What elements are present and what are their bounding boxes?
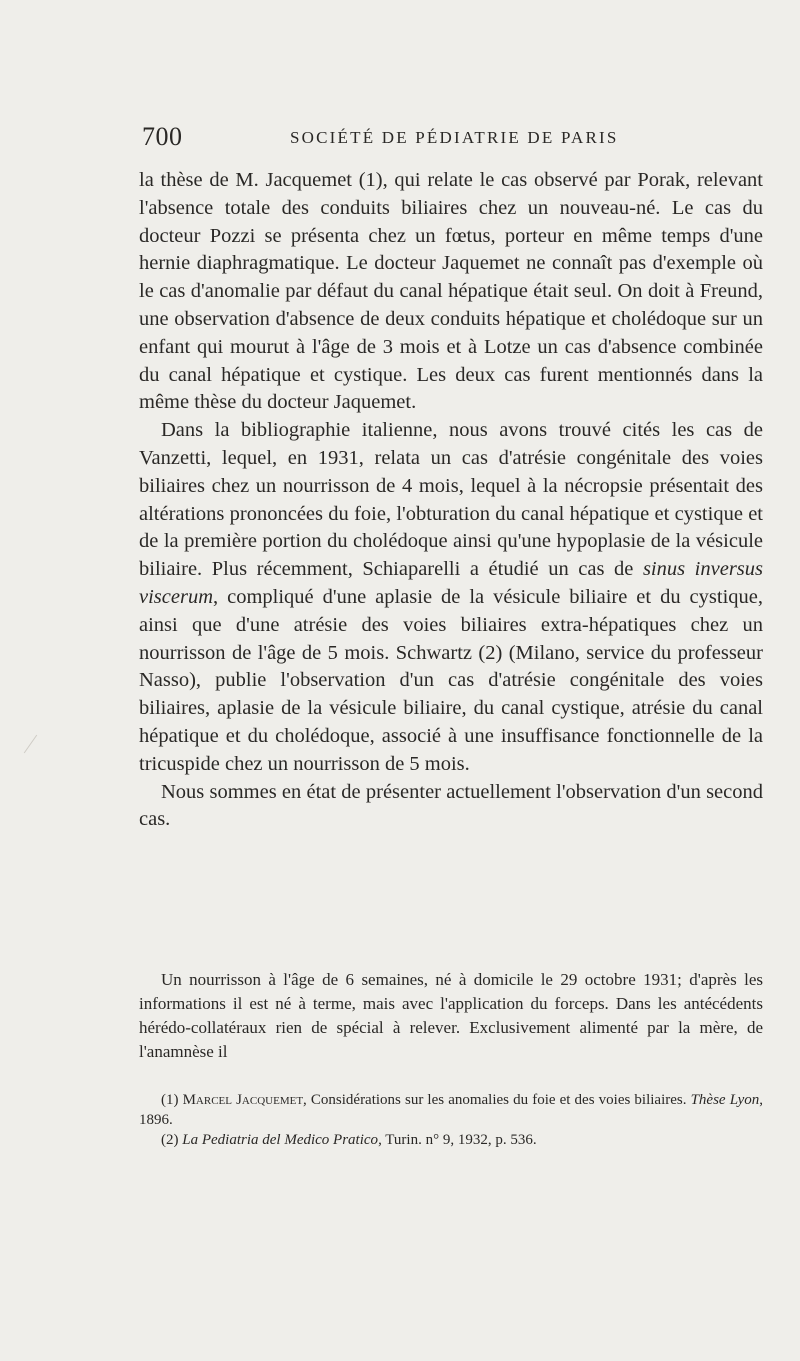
text-run: , 1896. xyxy=(139,1092,763,1128)
text-run: (2) xyxy=(161,1132,183,1148)
main-text xyxy=(139,167,763,834)
text-run: , Considérations sur les anomalies du foie et des voies biliaires. xyxy=(303,1092,691,1108)
footnotes xyxy=(139,1090,763,1150)
paragraph xyxy=(139,167,763,417)
text-run: , compliqué d'une aplasie de la vésicule biliaire et du cystique, ainsi que d'une atrésie des voies biliaires extra-hépatiques chez un nourrisson de l'âge de 5 mois. Schwartz (2) (Milano, service du professeur Nasso), publie l'observation d'un cas d'atrésie congénitale des voies biliaires, aplasie de la vésicule biliaire, du canal cystique, atrésie du canal hépatique et du cholédoque, associé à une insuffisance fonctionnelle de la tricuspide chez un nourrisson de 5 mois. xyxy=(139,585,763,775)
italic-run: sinus inversus viscerum xyxy=(139,558,764,608)
italic-run: La Pediatria del Medico Pratico xyxy=(182,1132,379,1148)
text-run: Dans la bibliographie italienne, nous avons trouvé cités les cas de Vanzetti, lequel, en 1931, relata un cas d'atrésie congénitale des voies biliaires chez un nourrisson de 4 mois, lequel à la nécropsie présentait des altérations prononcées du foie, l'obturation du canal hépatique et cystique et de la première portion du cholédoque ainsi qu'une hypoplasie de la vésicule biliaire. Plus récemment, Schiaparelli a étudié un cas de xyxy=(139,419,763,581)
scan-smudge xyxy=(24,735,37,754)
text-run: (1) xyxy=(161,1092,183,1108)
running-head: SOCIÉTÉ DE PÉDIATRIE DE PARIS xyxy=(290,128,619,147)
observation-text: Un nourrisson à l'âge de 6 semaines, né à domicile le 29 octobre 1931; d'après les informations il est né à terme, mais avec l'application du forceps. Dans les antécédents hérédo-collatéraux rien de spécial à relever. Exclusivement alimenté par la mère, de l'anamnèse il xyxy=(139,970,763,1061)
paragraph xyxy=(139,417,763,778)
text-run: Nous sommes en état de présenter actuellement l'observation d'un second cas. xyxy=(139,780,763,831)
footnote xyxy=(139,1130,763,1150)
paragraph xyxy=(139,779,763,835)
author-name: Marcel Jacquemet xyxy=(182,1092,304,1108)
italic-run: Thèse Lyon xyxy=(690,1092,760,1108)
page-header xyxy=(142,122,760,162)
text-run: la thèse de M. Jacquemet (1), qui relate le cas observé par Porak, relevant l'absence totale des conduits biliaires chez un nouveau-né. Le cas du docteur Pozzi se présenta chez un fœtus, porteur en même temps d'une hernie diaphragmatique. Le docteur Jaquemet ne connaît pas d'exemple où le cas d'anomalie par défaut du canal hépatique était seul. On doit à Freund, une observation d'absence de deux conduits hépatique et cholédoque sur un enfant qui mourut à l'âge de 3 mois et à Lotze un cas d'absence combinée du canal hépatique et cystique. Les deux cas furent mentionnés dans la même thèse du docteur Jaquemet. xyxy=(139,169,763,414)
text-run: , Turin. n° 9, 1932, p. 536. xyxy=(378,1132,537,1148)
footnote xyxy=(139,1090,763,1130)
page-number: 700 xyxy=(142,122,183,151)
